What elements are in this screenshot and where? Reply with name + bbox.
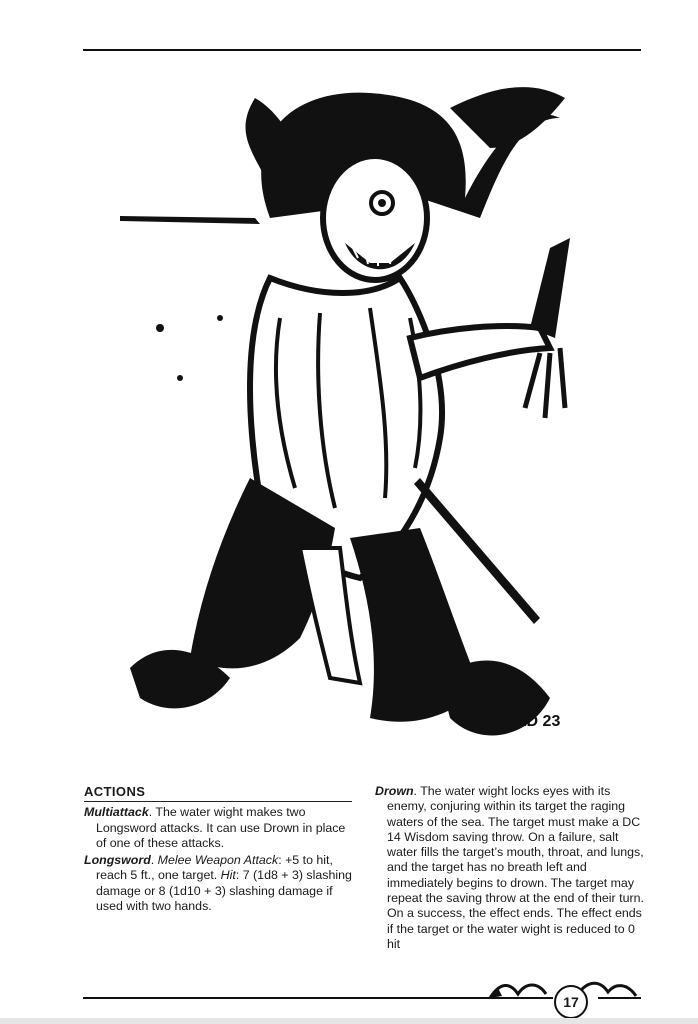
water-wight-drawing bbox=[120, 78, 580, 758]
bottom-rule bbox=[83, 997, 553, 999]
longsword-entry bbox=[84, 853, 352, 914]
top-rule bbox=[83, 49, 641, 51]
actions-heading: ACTIONS bbox=[84, 784, 352, 802]
longsword-name: Longsword bbox=[84, 853, 151, 868]
water-wight-illustration bbox=[120, 78, 580, 758]
multiattack-text: . The water wight makes two Longsword attacks. It can use Drown in place of one of these attacks. bbox=[96, 805, 346, 850]
page-edge bbox=[0, 1018, 698, 1024]
longsword-sep: . bbox=[150, 853, 158, 868]
drown-entry bbox=[375, 784, 647, 952]
longsword-hit-label: Hit bbox=[220, 868, 236, 883]
drown-name: Drown bbox=[375, 784, 414, 798]
page-number-badge: 17 bbox=[554, 985, 588, 1019]
drown-text: . The water wight locks eyes with its enemy, conjuring within its target the raging waters of the sea. The target must make a DC 14 Wisdom saving throw. On a failure, salt water fills the target’s mouth, throat, and lungs, and the target has no breath left and immediately begins to drown. The target may repeat the saving throw at the end of their turn. On a success, the effect ends. The effect ends if the target or the water wight is reduced to 0 hit bbox=[387, 784, 644, 951]
actions-column-right bbox=[375, 784, 647, 954]
artist-signature: KD 23 bbox=[515, 713, 561, 730]
longsword-attack-type: Melee Weapon Attack bbox=[157, 853, 279, 868]
multiattack-name: Multiattack bbox=[84, 805, 149, 820]
actions-column-left bbox=[84, 784, 352, 916]
longsword-text1: : +5 to hit, reach 5 ft., one target. bbox=[96, 853, 333, 883]
longsword-text2: : 7 (1d8 + 3) slashing damage or 8 (1d10 + 3) slashing damage if used with two hands. bbox=[96, 868, 352, 914]
multiattack-entry bbox=[84, 805, 352, 851]
